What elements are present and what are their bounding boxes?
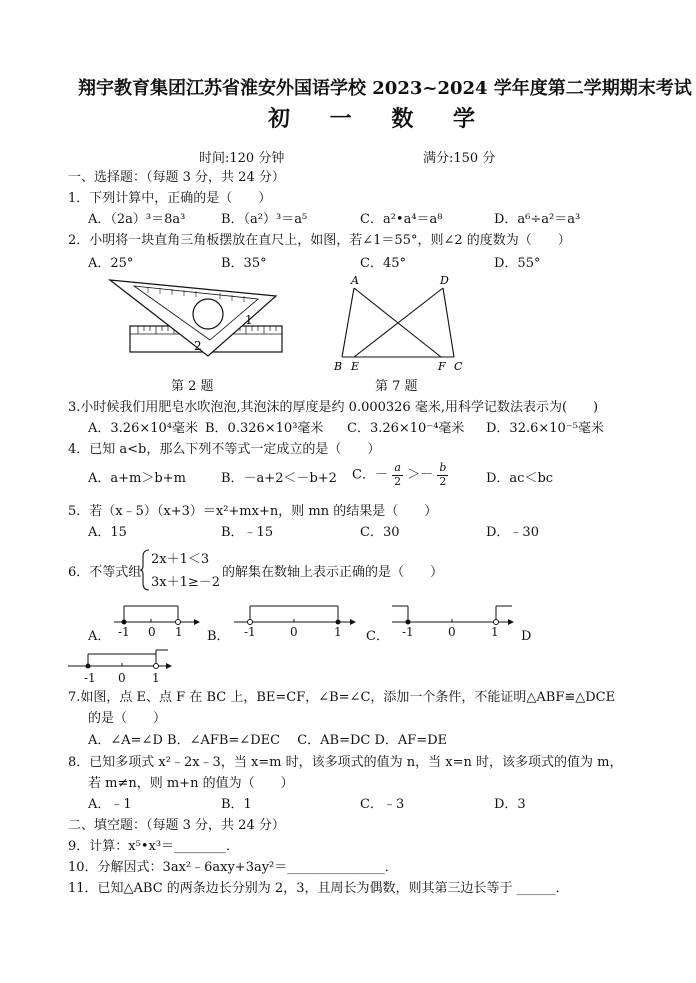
- q8-stem: 8．已知多项式 x²﹣2x﹣3，当 x=m 时，该多项式的值为 n，当 x=n 时，该多项式的值为 m，: [68, 755, 623, 770]
- figure-7-caption: 第 7 题: [375, 379, 418, 394]
- q4-frac-b-den: 2: [439, 474, 447, 488]
- q6-stem-suffix: 的解集在数轴上表示正确的是（ ）: [222, 565, 444, 580]
- q6-c-tick-1: 1: [491, 625, 499, 639]
- q4-frac-b-num: b: [439, 461, 447, 474]
- q4-option-d: D．ac＜bc: [486, 471, 554, 486]
- q6-option-d-label: D: [521, 629, 532, 644]
- q11: 11．已知△ABC 的两条边长分别为 2，3，且周长为偶数，则其第三边长等于 ______．: [68, 881, 569, 896]
- q5-option-b: B．﹣15: [221, 525, 274, 540]
- q6-a-tick-1: 1: [175, 625, 183, 639]
- fig2-angle1-label: 1: [245, 313, 253, 327]
- q6-d-tick-1: 1: [152, 671, 160, 685]
- q6-a-tick-0: 0: [148, 625, 156, 639]
- q6-b-tick-1: 1: [334, 625, 342, 639]
- exam-time: 时间:120 分钟: [199, 151, 285, 166]
- q3-option-d: D．32.6×10⁻⁵毫米: [486, 421, 604, 436]
- q6-system-line2: 3x＋1≥－2: [151, 575, 221, 590]
- q7-stem: 7.如图，点 E、点 F 在 BC 上，BE=CF，∠B=∠C，添加一个条件，不能证明△ABF≌△DCE: [68, 690, 616, 705]
- q6-stem-prefix: 6．不等式组: [68, 565, 142, 580]
- fig7-label-a: A: [351, 274, 359, 287]
- figure-2-triangle-ruler: [108, 278, 288, 368]
- q5-option-c: C．30: [360, 525, 400, 540]
- q9: 9．计算：x⁵•x³＝________．: [68, 839, 240, 854]
- q8-option-d: D．3: [494, 797, 526, 812]
- q8-option-b: B．1: [221, 797, 252, 812]
- exam-title: 翔宇教育集团江苏省淮安外国语学校 2023~2024 学年度第二学期期末考试: [78, 78, 692, 99]
- q5-option-a: A．15: [88, 525, 127, 540]
- q6-d-tick-neg1: -1: [84, 671, 96, 685]
- q4-frac-a: [392, 462, 403, 488]
- q3-stem: 3.小时候我们用肥皂水吹泡泡,其泡沫的厚度是约 0.000326 毫米,用科学记数法表示为( ): [68, 400, 599, 415]
- subject-title: 初 一 数 学: [268, 106, 491, 132]
- q3-option-b: B．0.326×10³毫米: [205, 421, 324, 436]
- q7-options: A．∠A=∠D B．∠AFB=∠DEC C．AB=DC D．AF=DE: [88, 733, 448, 748]
- q4-option-c: [352, 462, 448, 488]
- fig7-label-e: E: [351, 360, 360, 373]
- q4-stem: 4．已知 a<b，那么下列不等式一定成立的是（ ）: [68, 442, 381, 457]
- q6-system-brace: [140, 549, 150, 591]
- q6-system-line1: 2x＋1＜3: [151, 552, 210, 567]
- fig7-label-c: C: [454, 360, 463, 373]
- q6-b-tick-neg1: -1: [244, 625, 256, 639]
- fig7-label-f: F: [438, 360, 446, 373]
- figure-7-triangles: [330, 275, 470, 375]
- q3-option-a: A．3.26×10⁴毫米: [88, 421, 198, 436]
- q1-stem: 1．下列计算中，正确的是（ ）: [68, 191, 272, 206]
- q2-option-c: C．45°: [360, 256, 406, 271]
- q6-option-a-label: A．: [88, 629, 111, 644]
- q2-option-a: A．25°: [88, 256, 134, 271]
- exam-score: 满分:150 分: [423, 151, 496, 166]
- q2-option-b: B．35°: [221, 256, 267, 271]
- q8-option-c: C．﹣3: [360, 797, 405, 812]
- fig7-label-d: D: [440, 274, 449, 287]
- q10: 10．分解因式：3ax²﹣6axy+3ay²＝_______________．: [68, 860, 398, 875]
- section2-heading: 二、填空题：（每题 3 分，共 24 分）: [68, 818, 285, 833]
- q4-gt-sign: ＞－: [407, 467, 434, 483]
- q6-d-tick-0: 0: [118, 671, 126, 685]
- q8-stem-2: 若 m≠n，则 m+n 的值为（ ）: [88, 776, 294, 791]
- fig2-angle2-label: 2: [194, 339, 202, 353]
- q6-b-tick-0: 0: [290, 625, 298, 639]
- q4-option-c-prefix: C．－: [352, 467, 388, 483]
- q6-option-b-label: B．: [207, 629, 230, 644]
- q4-frac-a-num: a: [392, 462, 403, 476]
- figure-2-caption: 第 2 题: [171, 379, 214, 394]
- q4-option-b: B．－a+2＜－b+2: [221, 471, 337, 486]
- q1-option-c: C．a²•a⁴＝a⁸: [360, 212, 443, 227]
- section1-heading: 一、选择题：（每题 3 分，共 24 分）: [68, 170, 285, 185]
- q2-stem: 2．小明将一块直角三角板摆放在直尺上，如图，若∠1＝55°，则∠2 的度数为（ ）: [68, 233, 571, 248]
- fig7-label-b: B: [334, 360, 343, 373]
- q4-frac-b: [437, 462, 448, 488]
- q1-option-d: D．a⁶÷a²＝a³: [494, 212, 581, 227]
- q3-option-c: C．3.26×10⁻⁴毫米: [347, 421, 465, 436]
- q5-stem: 5．若（x﹣5）（x+3）＝x²+mx+n，则 mn 的结果是（ ）: [68, 504, 438, 519]
- q8-option-a: A．﹣1: [88, 797, 132, 812]
- q1-option-a: A．（2a）³＝8a³: [88, 212, 186, 227]
- q6-c-tick-0: 0: [448, 625, 456, 639]
- q6-c-tick-neg1: -1: [402, 625, 414, 639]
- q1-option-b: B．（a²）³＝a⁵: [221, 212, 308, 227]
- q5-option-d: D．﹣30: [486, 525, 539, 540]
- q4-option-a: A．a+m＞b+m: [88, 471, 186, 486]
- q6-option-c-label: C．: [366, 629, 389, 644]
- q2-option-d: D．55°: [494, 256, 541, 271]
- q7-stem-2: 的是（ ）: [88, 711, 167, 726]
- q4-frac-a-den: 2: [394, 474, 402, 488]
- q6-a-tick-neg1: -1: [118, 625, 130, 639]
